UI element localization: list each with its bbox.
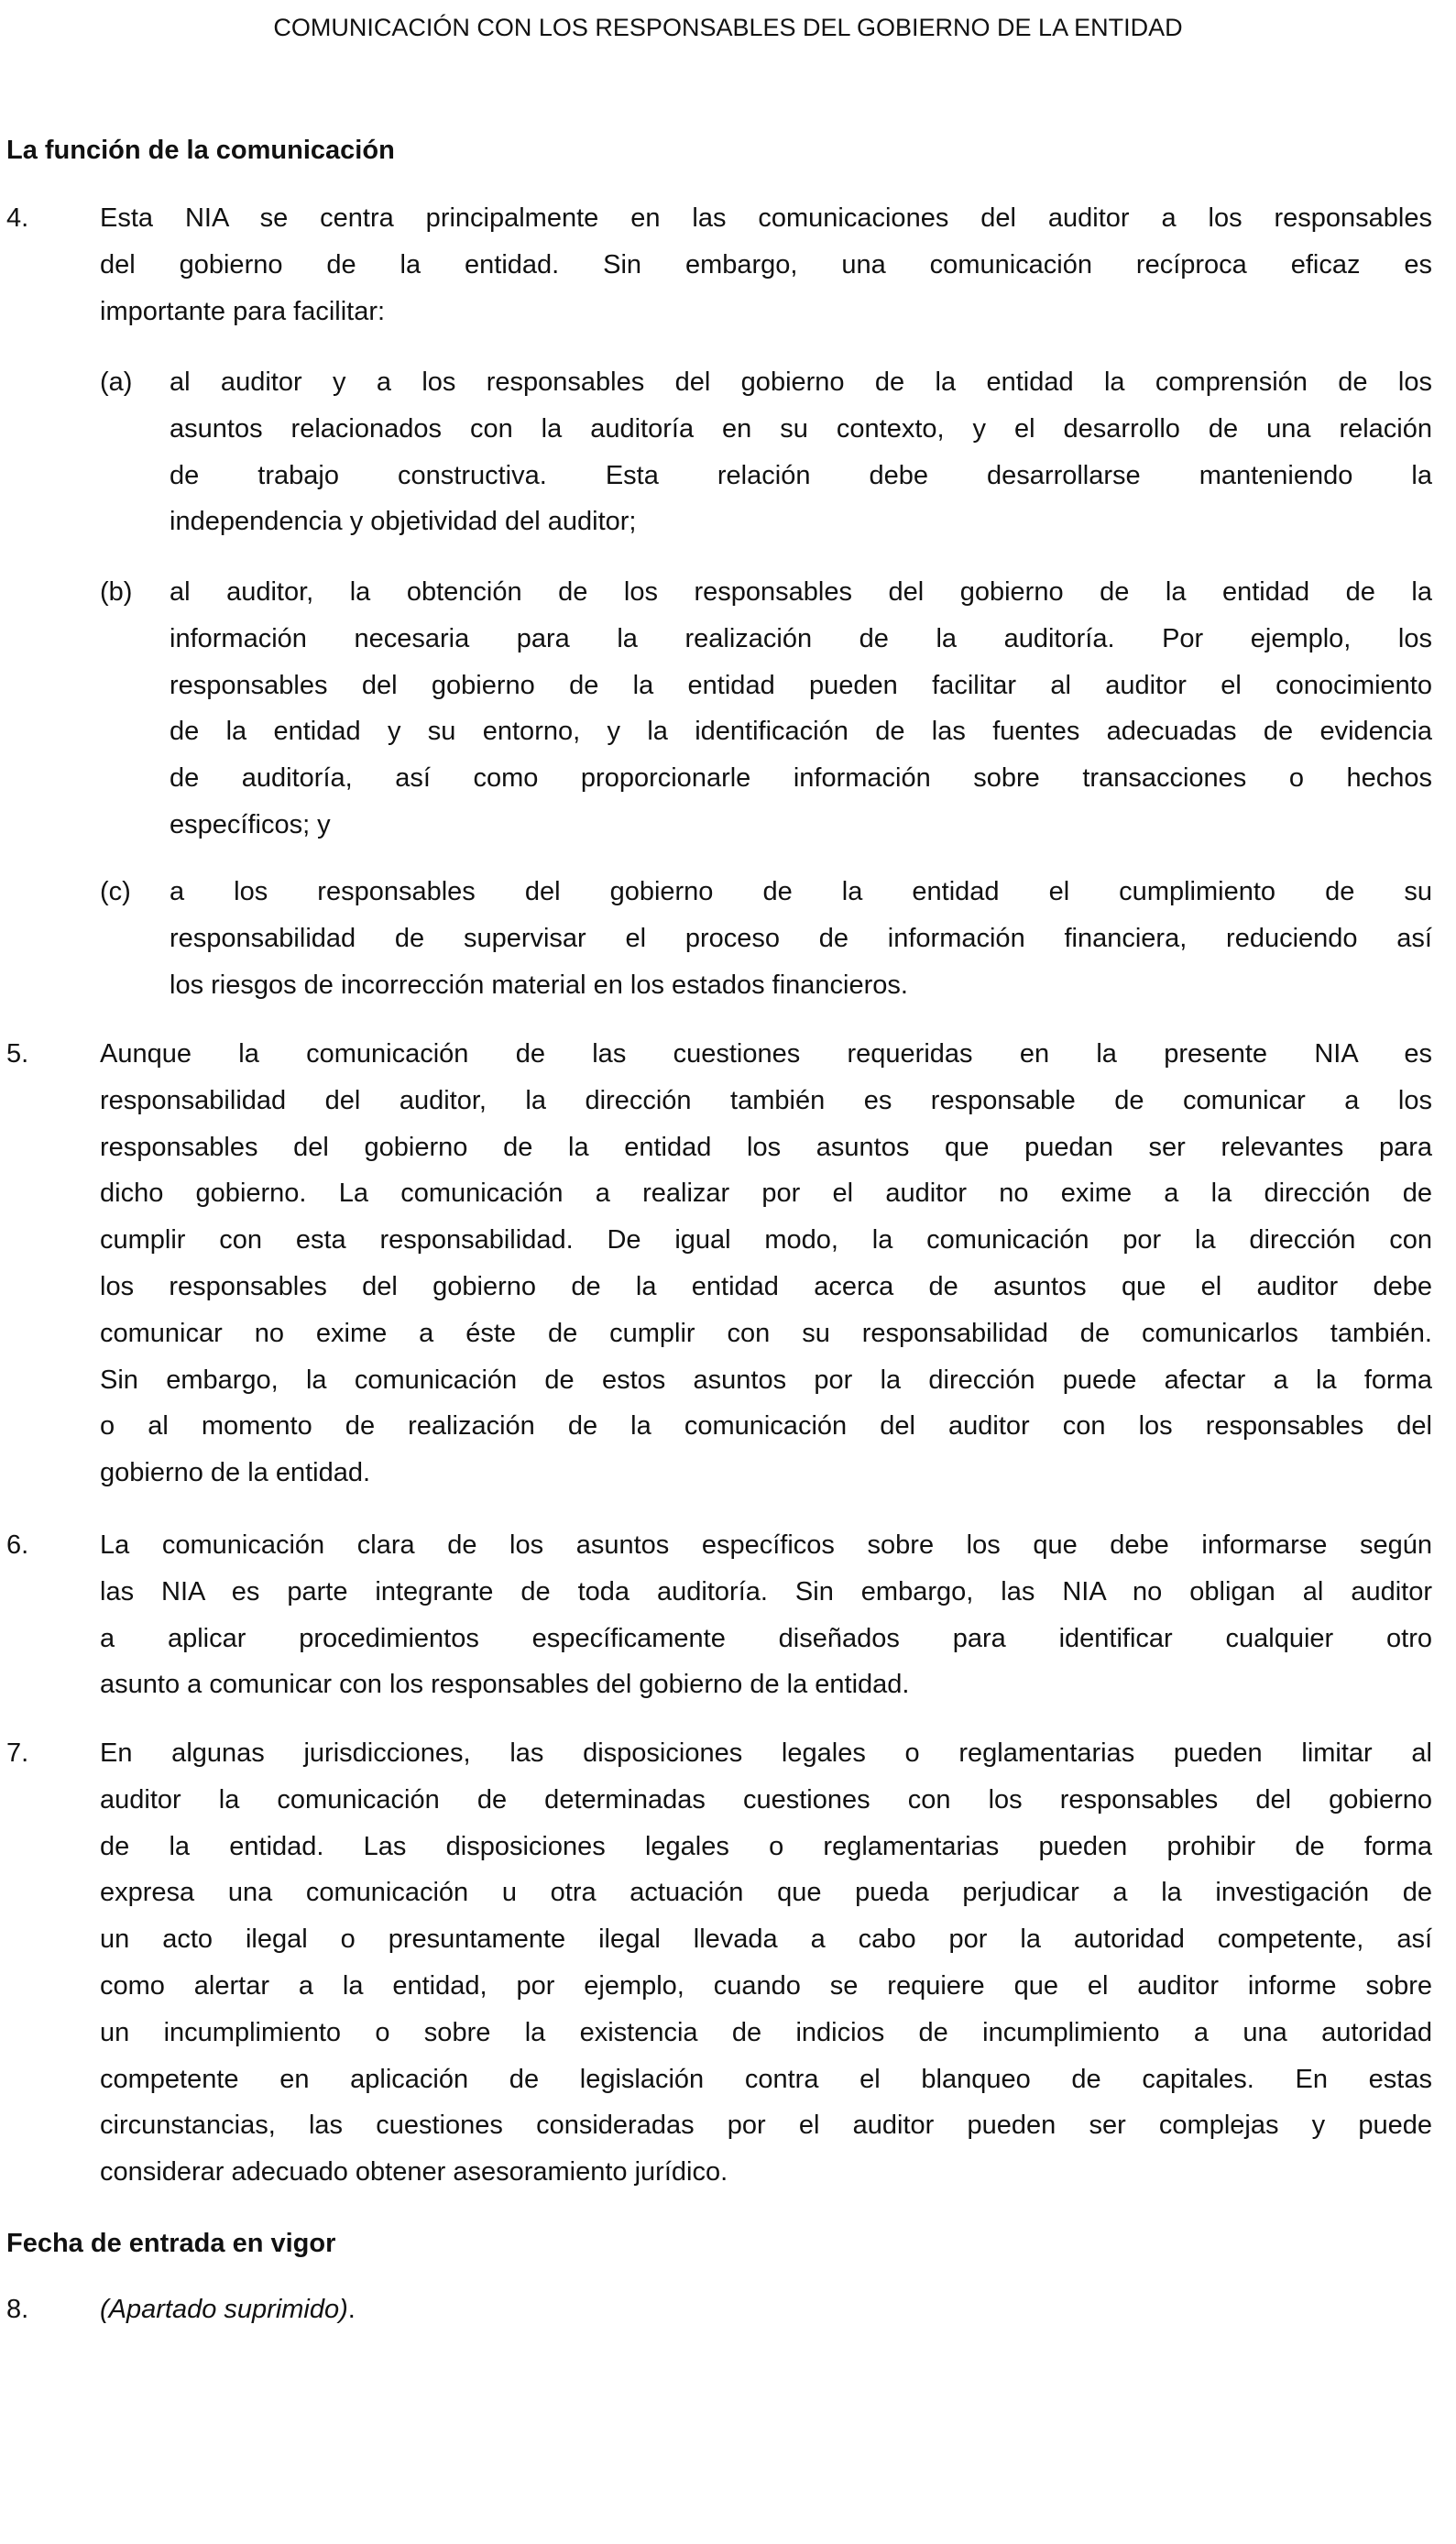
text-line: independencia y objetividad del auditor; [170,507,637,537]
paragraph-text [170,569,1432,849]
paragraph-text [100,1730,1432,2196]
text-line: circunstancias, las cuestiones consideradas por el auditor pueden ser complejas y puede [100,2111,1432,2141]
paragraph-text [100,195,1432,334]
text-line: las NIA es parte integrante de toda auditoría. Sin embargo, las NIA no obligan al auditor [100,1576,1432,1606]
text-line: o al momento de realización de la comunicación del auditor con los responsables del [100,1411,1432,1442]
text-line: gobierno de la entidad. [100,1458,371,1488]
text-line: del gobierno de la entidad. Sin embargo, una comunicación recíproca eficaz es [100,249,1432,280]
text-line: responsabilidad de supervisar el proceso de información financiera, reduciendo así [170,923,1432,953]
paragraph-text-italic: (Apartado suprimido) [100,2295,348,2324]
text-line: En algunas jurisdicciones, las disposiciones legales o reglamentarias pueden limitar al [100,1738,1432,1768]
text-line: importante para facilitar: [100,296,386,326]
text-line: asunto a comunicar con los responsables del gobierno de la entidad. [100,1670,910,1700]
paragraph-number: 7. [6,1738,29,1768]
text-line: competente en aplicación de legislación contra el blanqueo de capitales. En estas [100,2064,1432,2094]
text-line: auditor la comunicación de determinadas cuestiones con los responsables del gobierno [100,1784,1432,1815]
text-line: específicos; y [170,809,331,839]
text-line: Aunque la comunicación de las cuestiones requeridas en la presente NIA es [100,1039,1432,1069]
paragraph-number: 5. [6,1039,29,1069]
section-title-fecha-vigor: Fecha de entrada en vigor [6,2229,336,2258]
text-line: responsabilidad del auditor, la dirección también es responsable de comunicar a los [100,1085,1432,1115]
text-line: comunicar no exime a éste de cumplir con su responsabilidad de comunicarlos también. [100,1318,1432,1348]
text-line: considerar adecuado obtener asesoramiento jurídico. [100,2157,728,2188]
subparagraph-label: (c) [100,877,131,906]
paragraph-text [170,359,1432,545]
text-line: cumplir con esta responsabilidad. De igual modo, la comunicación por la dirección con [100,1225,1432,1256]
text-line: Sin embargo, la comunicación de estos asuntos por la dirección puede afectar a la forma [100,1365,1432,1395]
text-line: responsables del gobierno de la entidad los asuntos que puedan ser relevantes para [100,1132,1432,1162]
paragraph-number: 4. [6,203,29,233]
text-line: los responsables del gobierno de la entidad acerca de asuntos que el auditor debe [100,1271,1432,1301]
text-line: asuntos relacionados con la auditoría en su contexto, y el desarrollo de una relación [170,413,1432,444]
running-header: COMUNICACIÓN CON LOS RESPONSABLES DEL GOBIERNO DE LA ENTIDAD [273,14,1183,41]
text-line: los riesgos de incorrección material en los estados financieros. [170,970,908,1000]
text-line: dicho gobierno. La comunicación a realizar por el auditor no exime a la dirección de [100,1179,1432,1209]
text-line: a aplicar procedimientos específicamente diseñados para identificar cualquier otro [100,1623,1432,1653]
paragraph-text [100,1031,1432,1497]
text-line: Esta NIA se centra principalmente en las comunicaciones del auditor a los responsables [100,203,1432,233]
text-line: información necesaria para la realización de la auditoría. Por ejemplo, los [170,623,1432,653]
section-title-comunicacion: La función de la comunicación [6,136,395,165]
paragraph-text [170,869,1432,1008]
text-line: un incumplimiento o sobre la existencia de indicios de incumplimiento a una autoridad [100,2017,1432,2047]
text-line: responsables del gobierno de la entidad pueden facilitar al auditor el conocimiento [170,670,1432,700]
text-line: de la entidad y su entorno, y la identificación de las fuentes adecuadas de evidencia [170,717,1432,747]
text-line: de la entidad. Las disposiciones legales o reglamentarias pueden prohibir de forma [100,1831,1432,1861]
text-line: como alertar a la entidad, por ejemplo, cuando se requiere que el auditor informe sobre [100,1970,1432,2001]
paragraph-number: 6. [6,1530,29,1560]
text-line: expresa una comunicación u otra actuación que pueda perjudicar a la investigación de [100,1878,1432,1908]
paragraph-number: 8. [6,2295,29,2324]
text-line: de trabajo constructiva. Esta relación debe desarrollarse manteniendo la [170,460,1432,490]
text-line: de auditoría, así como proporcionarle información sobre transacciones o hechos [170,763,1432,794]
subparagraph-label: (b) [100,577,133,607]
paragraph-text [100,1522,1432,1708]
text-line: un acto ilegal o presuntamente ilegal llevada a cabo por la autoridad competente, así [100,1924,1432,1955]
subparagraph-label: (a) [100,367,133,397]
text-line: a los responsables del gobierno de la entidad el cumplimiento de su [170,877,1432,906]
text-line: al auditor, la obtención de los responsables del gobierno de la entidad de la [170,577,1432,607]
paragraph-text-end: . [347,2295,356,2324]
text-line: La comunicación clara de los asuntos específicos sobre los que debe informarse según [100,1530,1432,1560]
text-line: al auditor y a los responsables del gobierno de la entidad la comprensión de los [170,367,1432,397]
